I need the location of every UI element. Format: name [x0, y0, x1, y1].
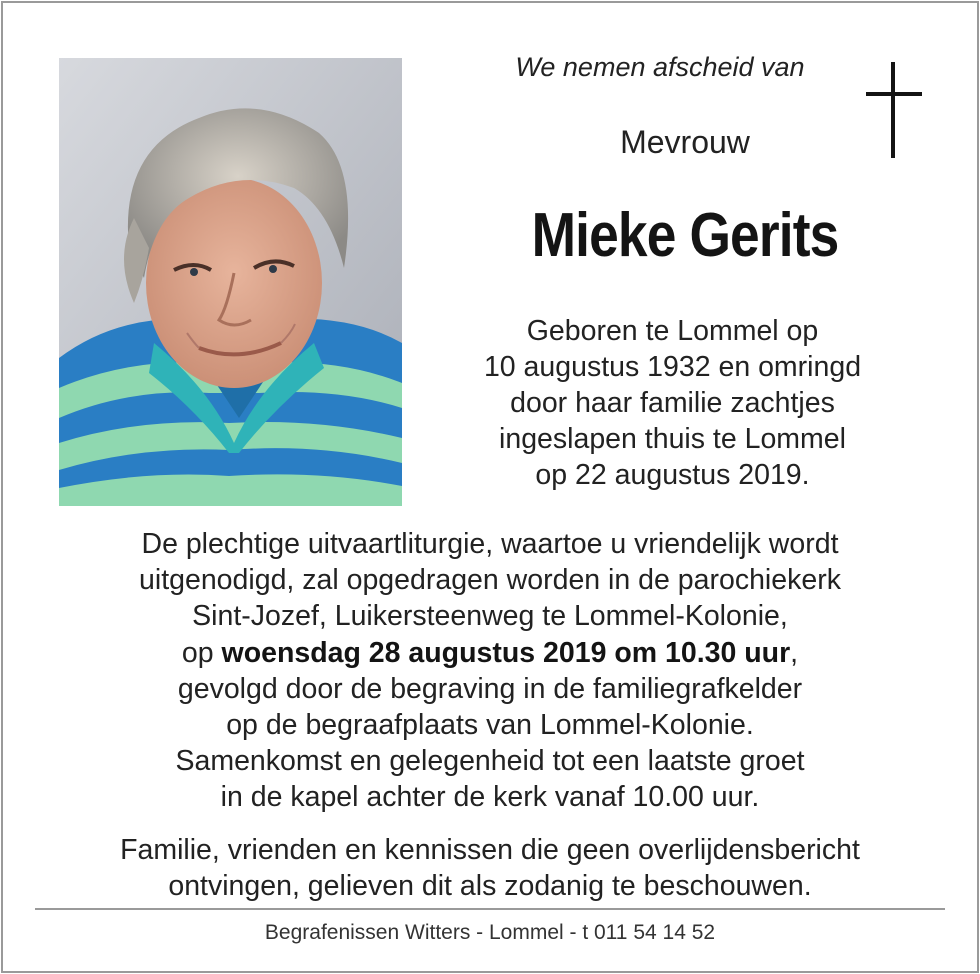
- ceremony-line: gevolgd door de begraving in de familiegrafkelder: [177, 672, 803, 705]
- ceremony-line: uitgenodigd, zal opgedragen worden in de parochiekerk: [139, 564, 841, 597]
- closing-note: [60, 832, 920, 904]
- intro-text: We nemen afscheid van: [515, 52, 805, 82]
- ceremony-line: De plechtige uitvaartliturgie, waartoe u vriendelijk wordt: [141, 528, 839, 560]
- footer-divider: [35, 908, 945, 910]
- ceremony-date: woensdag 28 augustus 2019 om 10.30 uur: [221, 636, 791, 669]
- funeral-home-footer: Begrafenissen Witters - Lommel - t 011 54 14 52: [264, 921, 716, 944]
- birth-line: ingeslapen thuis te Lommel: [499, 423, 846, 455]
- birth-line: door haar familie zachtjes: [510, 387, 835, 419]
- ceremony-line: Samenkomst en gelegenheid tot een laatste groet: [175, 745, 805, 778]
- ceremony-line: Sint-Jozef, Luikersteenweg te Lommel-Kolonie,: [192, 600, 788, 633]
- ceremony-line: op de begraafplaats van Lommel-Kolonie.: [226, 709, 754, 742]
- date-prefix: op: [181, 636, 222, 669]
- closing-line: Familie, vrienden en kennissen die geen overlijdensbericht: [120, 834, 860, 866]
- birth-death-info: [450, 313, 895, 493]
- portrait-photo: [59, 58, 402, 506]
- date-suffix: ,: [790, 636, 799, 669]
- ceremony-details: [60, 526, 920, 816]
- birth-line: Geboren te Lommel op: [526, 315, 819, 347]
- deceased-name: Mieke Gerits: [531, 201, 839, 270]
- birth-line: op 22 augustus 2019.: [535, 459, 810, 491]
- portrait-illustration: [59, 58, 402, 506]
- honorific: Mevrouw: [620, 124, 750, 160]
- birth-line: 10 augustus 1932 en omringd: [483, 351, 862, 383]
- closing-line: ontvingen, gelieven dit als zodanig te beschouwen.: [168, 870, 812, 902]
- ceremony-line: in de kapel achter de kerk vanaf 10.00 uur.: [220, 781, 760, 814]
- ceremony-date-line: [60, 635, 920, 671]
